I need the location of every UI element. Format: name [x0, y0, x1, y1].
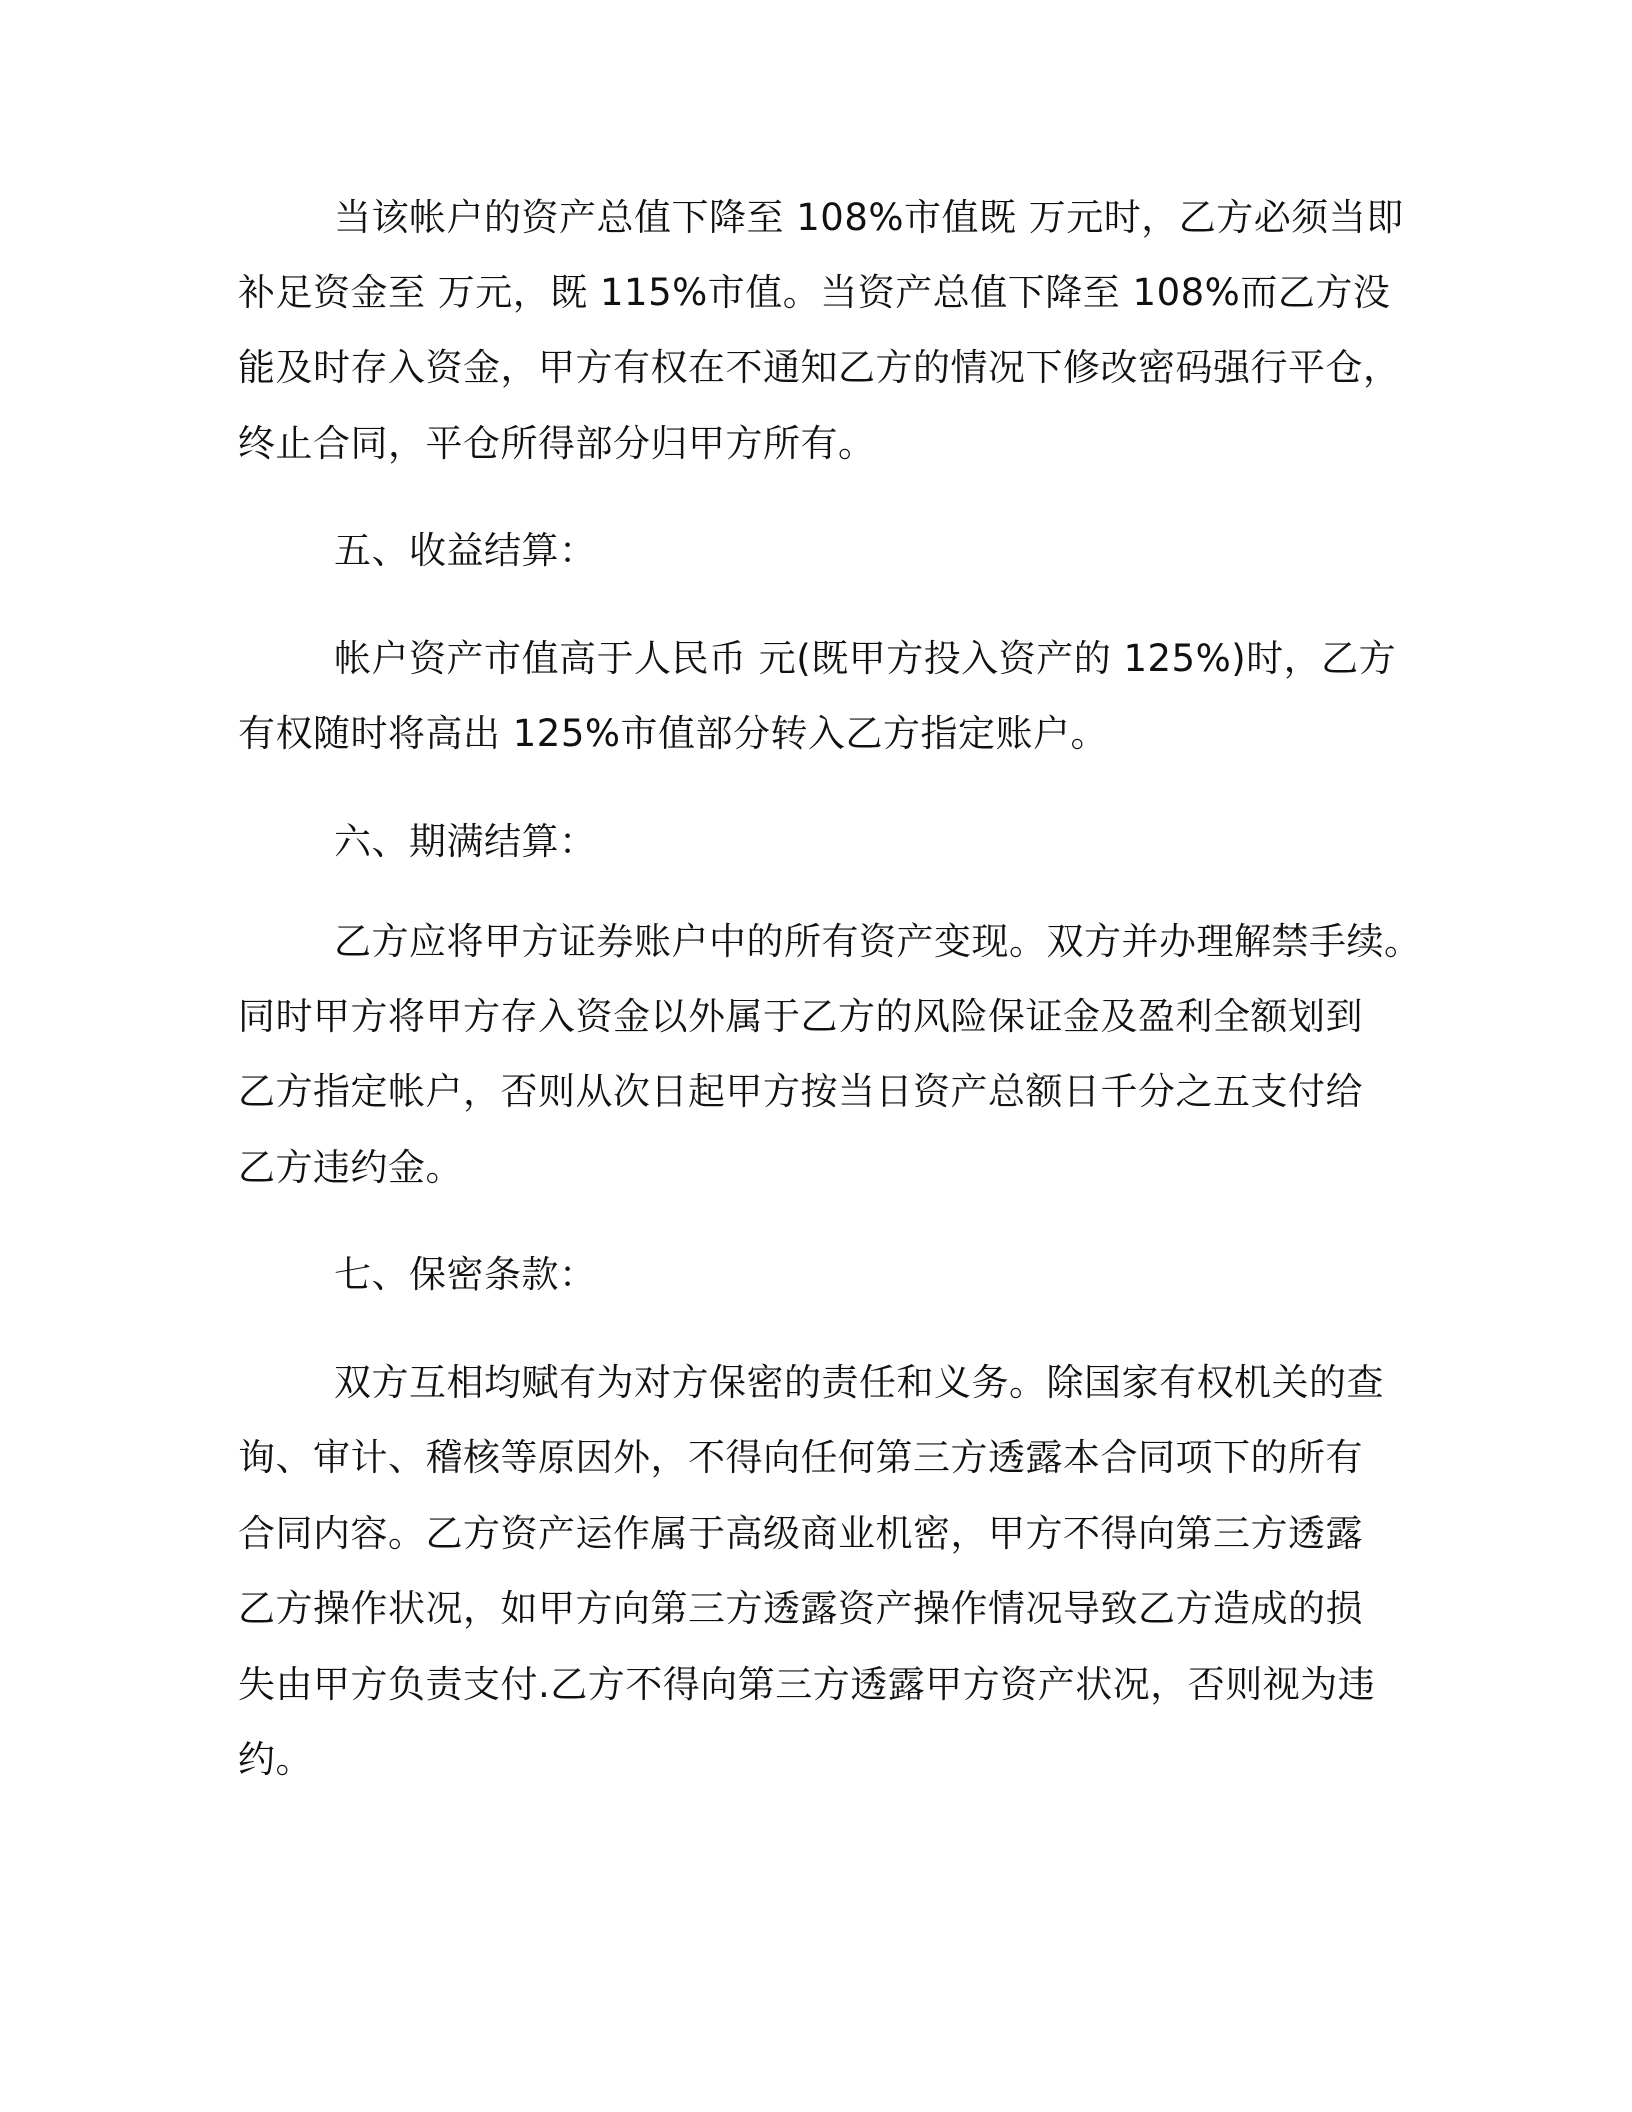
section-heading-5: 五、收益结算： [334, 529, 597, 572]
paragraph-line: 失由甲方负责支付.乙方不得向第三方透露甲方资产状况，否则视为违 [238, 1663, 1376, 1706]
paragraph-line: 补足资金至 万元，既 115%市值。当资产总值下降至 108%而乙方没 [238, 271, 1391, 314]
paragraph-line: 询、审计、稽核等原因外，不得向任何第三方透露本合同项下的所有 [238, 1436, 1363, 1479]
section-heading-7: 七、保密条款： [334, 1253, 597, 1296]
paragraph-line: 双方互相均赋有为对方保密的责任和义务。除国家有权机关的查 [334, 1361, 1384, 1404]
paragraph-line: 乙方操作状况，如甲方向第三方透露资产操作情况导致乙方造成的损 [238, 1587, 1363, 1630]
paragraph-line: 帐户资产市值高于人民币 元(既甲方投入资产的 125%)时，乙方 [334, 637, 1397, 680]
section-heading-6: 六、期满结算： [334, 820, 597, 863]
paragraph-line: 合同内容。乙方资产运作属于高级商业机密，甲方不得向第三方透露 [238, 1512, 1363, 1555]
paragraph-line: 乙方指定帐户，否则从次日起甲方按当日资产总额日千分之五支付给 [238, 1070, 1363, 1113]
paragraph-line: 能及时存入资金，甲方有权在不通知乙方的情况下修改密码强行平仓， [238, 346, 1401, 389]
paragraph-line: 有权随时将高出 125%市值部分转入乙方指定账户。 [238, 712, 1109, 755]
paragraph-line: 终止合同，平仓所得部分归甲方所有。 [238, 422, 876, 465]
paragraph-line: 同时甲方将甲方存入资金以外属于乙方的风险保证金及盈利全额划到 [238, 995, 1363, 1038]
paragraph-line: 乙方应将甲方证券账户中的所有资产变现。双方并办理解禁手续。 [334, 920, 1422, 963]
paragraph-line: 乙方违约金。 [238, 1146, 463, 1189]
paragraph-line: 约。 [238, 1738, 313, 1781]
paragraph-line: 当该帐户的资产总值下降至 108%市值既 万元时，乙方必须当即 [334, 196, 1404, 239]
